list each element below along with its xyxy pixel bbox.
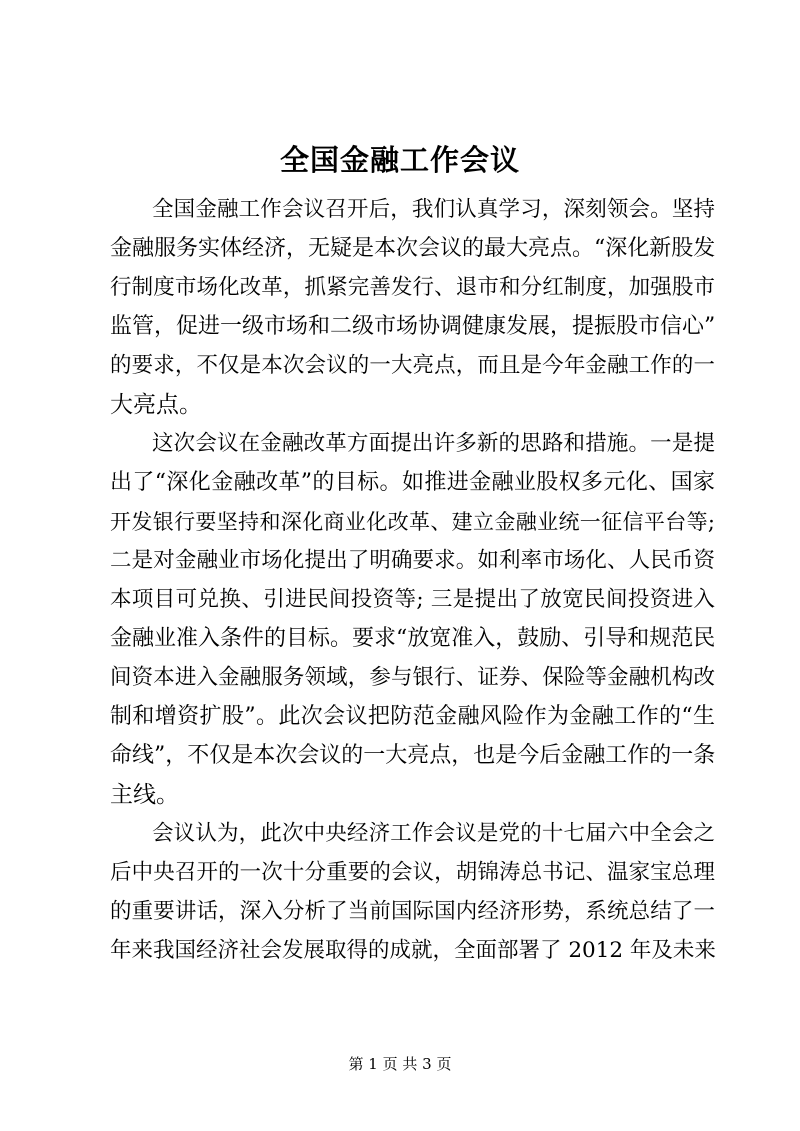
document-title: 全国金融工作会议 bbox=[279, 143, 520, 177]
paragraph-3-line-4: 年来我国经济社会发展取得的成就，全面部署了 2012 年及未来 bbox=[110, 938, 716, 963]
paragraph-1-line-2: 金融服务实体经济，无疑是本次会议的最大亮点。“深化新股发 bbox=[110, 236, 716, 261]
paragraph-2-line-8: 制和增资扩股”。此次会议把防范金融风险作为金融工作的“生 bbox=[110, 704, 715, 729]
paragraph-1-line-3: 行制度市场化改革，抓紧完善发行、退市和分红制度，加强股市 bbox=[110, 275, 715, 300]
paragraph-2-line-7: 间资本进入金融服务领域，参与银行、证券、保险等金融机构改 bbox=[110, 665, 715, 690]
paragraph-1-line-4: 监管，促进一级市场和二级市场协调健康发展，提振股市信心” bbox=[110, 314, 716, 339]
paragraph-1-line-5: 的要求，不仅是本次会议的一大亮点，而且是今年金融工作的一 bbox=[110, 353, 715, 378]
paragraph-2-line-10: 主线。 bbox=[110, 782, 179, 808]
paragraph-2-line-5: 本项目可兑换、引进民间投资等; 三是提出了放宽民间投资进入 bbox=[110, 587, 715, 612]
paragraph-3-line-3: 的重要讲话，深入分析了当前国际国内经济形势，系统总结了一 bbox=[110, 899, 715, 924]
paragraph-1-line-1: 全国金融工作会议召开后，我们认真学习，深刻领会。坚持 bbox=[152, 197, 715, 222]
paragraph-2-line-1: 这次会议在金融改革方面提出许多新的思路和措施。一是提 bbox=[152, 431, 715, 456]
page-number-footer: 第 1 页 共 3 页 bbox=[348, 1055, 452, 1073]
paragraph-2-line-6: 金融业准入条件的目标。要求“放宽准入，鼓励、引导和规范民 bbox=[110, 626, 716, 651]
paragraph-2-line-2: 出了“深化金融改革”的目标。如推进金融业股权多元化、国家 bbox=[110, 470, 715, 495]
paragraph-3-line-2: 后中央召开的一次十分重要的会议，胡锦涛总书记、温家宝总理 bbox=[110, 860, 715, 885]
paragraph-2-line-9: 命线”，不仅是本次会议的一大亮点，也是今后金融工作的一条 bbox=[110, 743, 716, 768]
paragraph-2-line-4: 二是对金融业市场化提出了明确要求。如利率市场化、人民币资 bbox=[110, 548, 715, 573]
paragraph-2-line-3: 开发银行要坚持和深化商业化改革、建立金融业统一征信平台等; bbox=[110, 510, 715, 534]
paragraph-1-line-6: 大亮点。 bbox=[110, 392, 202, 418]
paragraph-3-line-1: 会议认为，此次中央经济工作会议是党的十七届六中全会之 bbox=[152, 821, 715, 846]
